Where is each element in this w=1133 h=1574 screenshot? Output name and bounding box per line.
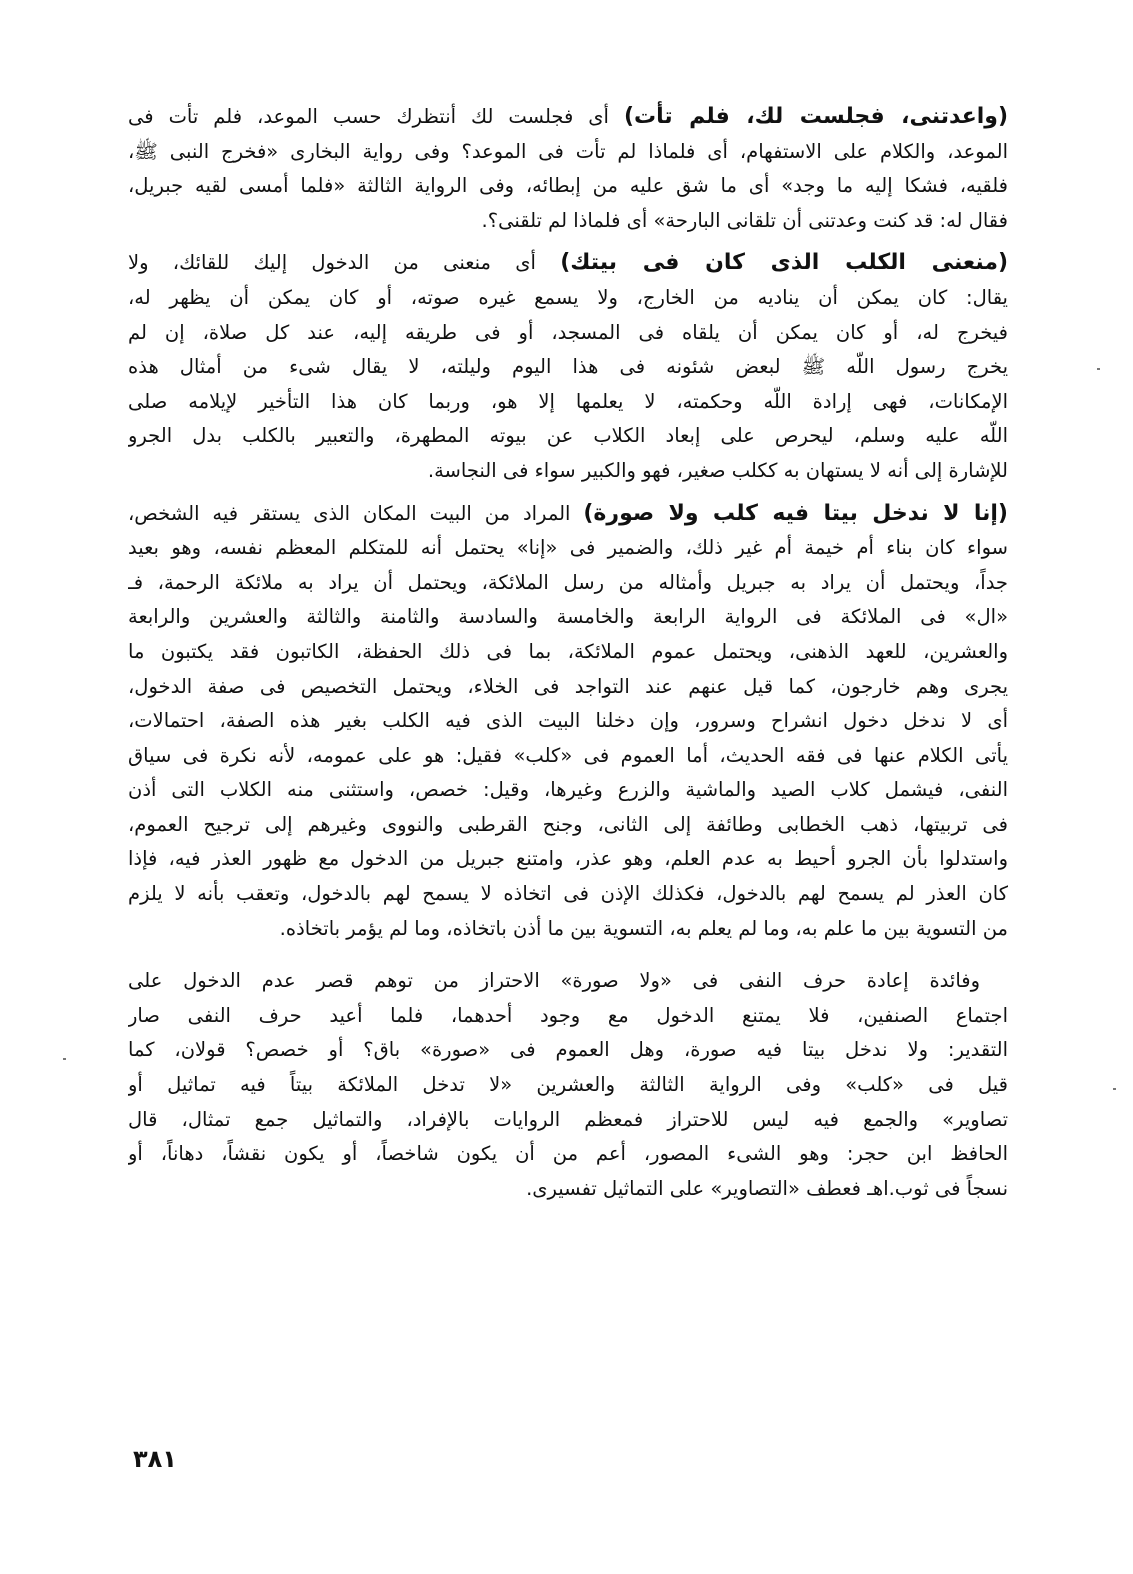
text-line: يأتى الكلام عنها فى فقه الحديث، أما العموم فى «كلب» فقيل: هو على عمومه، لأنه نكرة فى سياق <box>128 743 1008 767</box>
scan-speck <box>1097 368 1100 370</box>
text-line <box>128 497 1008 532</box>
text-line: فى تربيتها، ذهب الخطابى وطائفة إلى الثانى، وجنح القرطبى والنووى وغيرهم إلى ترجيح العموم، <box>128 812 1008 836</box>
hadith-quote-heading: (واعدتنى، فجلست لك، فلم تأت) <box>623 104 1008 129</box>
text-line: قيل فى «كلب» وفى الرواية الثالثة والعشرين «لا تدخل الملائكة بيتاً فيه تماثيل أو <box>128 1073 1008 1097</box>
hadith-quote-heading: (إنا لا ندخل بيتا فيه كلب ولا صورة) <box>583 500 1008 526</box>
text-line: فيخرج له، أو كان يمكن أن يلقاه فى المسجد، أو فى طريقه إليه، عند كل صلاة، إن لم <box>128 320 1008 344</box>
text-line: يقال: كان يمكن أن يناديه من الخارج، ولا يسمع غيره صوته، أو كان يمكن أن يظهر له، <box>128 285 1008 309</box>
text-line: سواء كان بناء أم خيمة أم غير ذلك، والضمير فى «إنا» يحتمل أنه للمتكلم المعظم نفسه، وهو بعيد <box>128 536 1008 560</box>
paragraph-2 <box>128 246 1008 488</box>
text-line: كان العذر لم يسمح لهم بالدخول، فكذلك الإذن فى اتخاذه لا يسمح لهم بالدخول، وتعقب بأنه لا يلزم <box>128 882 1008 906</box>
hadith-quote-heading: (منعنى الكلب الذى كان فى بيتك) <box>560 250 1008 276</box>
paragraph-3 <box>128 497 1008 947</box>
text-line: من التسوية بين ما علم به، وما لم يعلم به، التسوية بين ما أذن باتخاذه، وما لم يؤمر باتخاذه. <box>279 916 1008 940</box>
text-line: اجتماع الصنفين، فلا يمتنع الدخول مع وجود أحدهما، فلما أعيد حرف النفى صار <box>128 1003 1008 1027</box>
text-line: واستدلوا بأن الجرو أحيط به عدم العلم، وهو عذر، وامتنع جبريل من الدخول مع ظهور العذر فيه، فإذا <box>128 847 1008 871</box>
text-line: وفائدة إعادة حرف النفى فى «ولا صورة» الاحتراز من توهم قصر عدم الدخول على <box>128 969 980 993</box>
document-page <box>128 100 1008 1214</box>
text-line: اللّه عليه وسلم، ليحرص على إبعاد الكلاب عن بيوته المطهرة، والتعبير بالكلب بدل الجرو <box>128 424 1008 448</box>
text-line: يجرى وهم خارجون، كما قيل عنهم عند التواجد فى الخلاء، ويحتمل التخصيص فى صفة الدخول، <box>128 674 1008 698</box>
text-line: الحافظ ابن حجر: وهو الشىء المصور، أعم من أن يكون شاخصاً، أو يكون نقشاً، دهاناً، أو <box>128 1142 1008 1166</box>
text-segment: المراد من البيت المكان الذى يستقر فيه الشخص، <box>128 501 584 525</box>
paragraph-gap <box>128 954 1008 964</box>
text-segment: أى فجلست لك أنتظرك حسب الموعد، فلم تأت فى <box>128 105 624 128</box>
text-line: التقدير: ولا ندخل بيتا فيه صورة، وهل العموم فى «صورة» باق؟ أو خصص؟ قولان، كما <box>128 1038 1008 1062</box>
text-line <box>128 246 1008 281</box>
text-line: فلقيه، فشكا إليه ما وجد» أى ما شق عليه من إبطائه، وفى الرواية الثالثة «فلما أمسى لقيه جبريل، <box>128 174 1008 198</box>
text-line: نسجاً فى ثوب.اهـ فعطف «التصاوير» على التماثيل تفسيرى. <box>526 1176 1008 1200</box>
text-line: «ال» فى الملائكة فى الرواية الرابعة والخامسة والسادسة والثامنة والثالثة والعشرين والرابعة <box>128 605 1008 629</box>
text-line: أى لا ندخل دخول انشراح وسرور، وإن دخلنا البيت الذى فيه الكلب بغير هذه الصفة، احتمالات، <box>128 709 1008 733</box>
text-line: فقال له: قد كنت وعدتنى أن تلقانى البارحة» أى فلماذا لم تلقنى؟. <box>481 208 1008 232</box>
text-line: والعشرين، للعهد الذهنى، ويحتمل عموم الملائكة، بما فى ذلك الحفظة، الكاتبون فقد يكتبون ما <box>128 639 1008 663</box>
page-number: ٣٨١ <box>133 1445 177 1473</box>
scan-speck <box>1113 1088 1116 1090</box>
text-line: جداً، ويحتمل أن يراد به جبريل وأمثاله من رسل الملائكة، ويحتمل أن يراد به ملائكة الرحمة، فـ <box>128 570 1008 594</box>
text-line <box>128 100 1008 135</box>
text-line: النفى، فيشمل كلاب الصيد والماشية والزرع وغيرها، وقيل: خصص، واستثنى منه الكلاب التى أذن <box>128 778 1008 802</box>
text-line: للإشارة إلى أنه لا يستهان به ككلب صغير، فهو والكبير سواء فى النجاسة. <box>427 458 1008 482</box>
text-line: الموعد، والكلام على الاستفهام، أى فلماذا لم تأت فى الموعد؟ وفى رواية البخارى «فخرج النبى ﷺ، <box>128 139 1008 163</box>
paragraph-4 <box>128 964 1008 1206</box>
text-segment: أى منعنى من الدخول إليك للقائك، ولا <box>128 251 561 275</box>
text-line: تصاوير» والجمع فيه ليس للاحتراز فمعظم الروايات بالإفراد، والتماثيل جمع تمثال، قال <box>128 1107 1008 1131</box>
text-line: الإمكانات، فهى إرادة اللّه وحكمته، لا يعلمها إلا هو، وربما كان هذا التأخير لإيلامه صلى <box>128 389 1008 413</box>
paragraph-1 <box>128 100 1008 238</box>
scan-speck <box>63 1058 66 1060</box>
text-line: يخرج رسول اللّه ﷺ لبعض شئونه فى هذا اليوم وليلته، لا يقال شىء من أمثال هذه <box>128 355 1008 379</box>
